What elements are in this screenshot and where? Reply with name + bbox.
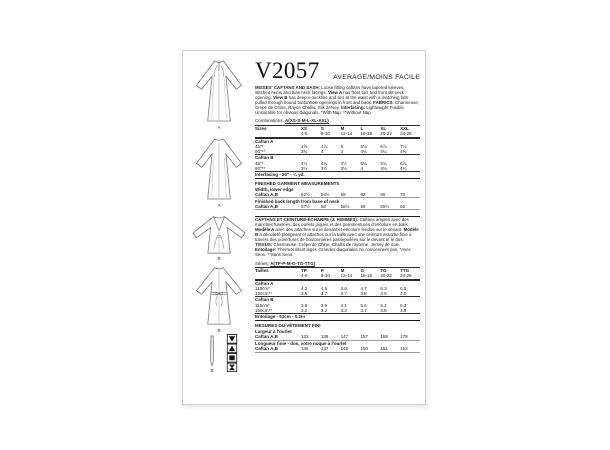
- yardage-value: 3.5: [301, 291, 308, 297]
- text-segment: Modèle B: [255, 227, 419, 238]
- size-column-header: [321, 126, 341, 136]
- size-range: 12-14: [340, 273, 353, 279]
- size-range: 12-14: [340, 131, 353, 137]
- text-segment: MISSES' CAFTANS AND SASH:: [255, 85, 322, 90]
- yardage-value: 4½: [340, 160, 347, 166]
- table-note: Entoilage - 51cm - 0.2m: [255, 313, 420, 319]
- text-segment: avec des attaches sur le devant et encolure fendue sur le devant.: [275, 227, 404, 233]
- text-segment: View B: [273, 94, 289, 100]
- pattern-envelope-back: [182, 50, 426, 405]
- measurement-value: 66: [380, 192, 386, 198]
- measurement-row: [255, 334, 420, 340]
- size-code: XXL: [400, 126, 409, 132]
- combinations-line: [255, 118, 420, 123]
- section-title: Caftan B: [255, 154, 420, 160]
- measurement-row-label: Caftan A,B: [255, 192, 278, 198]
- measurement-value: 59: [360, 204, 366, 210]
- measurement-value: 58: [320, 204, 326, 210]
- fabric-width-label: 45"*: [255, 144, 264, 150]
- sash-drawing: [207, 335, 217, 367]
- measurement-value: 133: [301, 334, 309, 340]
- yardage-value: 3.8: [301, 302, 308, 308]
- section-title: Caftan A: [255, 138, 420, 144]
- fabric-width-label: 150cm**: [255, 307, 273, 313]
- view-label-b-front: B: [217, 256, 221, 261]
- view-label-b-back: B: [217, 328, 221, 333]
- size-code: L: [360, 126, 364, 132]
- size-code: TG: [380, 268, 387, 274]
- text-segment: FABRICS:: [373, 99, 396, 105]
- size-range: 4-6: [301, 273, 308, 279]
- text-segment: Modèle A: [255, 227, 276, 233]
- size-header-label: Tailles: [255, 268, 269, 274]
- caftan-b-front-drawing: [191, 213, 247, 255]
- size-column-header: [400, 126, 420, 136]
- text-segment: has deep v-neckline and ties at the waist with a matching belt pulled through bound buttonhole openings in front and back.: [255, 94, 408, 105]
- yardage-value: 3.7: [340, 291, 347, 297]
- description-fr: [255, 216, 420, 258]
- measurement-value: 52½: [301, 192, 310, 198]
- yardage-value: 6⅛: [360, 160, 367, 166]
- yardage-value: 5⅛: [360, 144, 367, 150]
- size-range: 24-26: [400, 131, 412, 137]
- sash-view-label: B: [210, 368, 214, 373]
- text-segment: Interfacing:: [341, 104, 367, 110]
- size-column-header: [361, 268, 381, 278]
- yardage-value: 5.6: [360, 302, 367, 308]
- size-range: 16-18: [360, 273, 373, 279]
- difficulty-rating: AVERAGE/MOINS FACILE: [333, 74, 420, 81]
- size-column-header: [341, 268, 361, 278]
- yardage-value: 4⅞: [320, 144, 328, 150]
- yardage-value: 4.2: [301, 286, 308, 292]
- text-segment: has front ties and front slit neck opening.: [255, 89, 404, 100]
- size-code: S: [320, 126, 324, 132]
- measurement-value: 150: [360, 346, 369, 352]
- yardage-value: 4: [360, 165, 364, 171]
- size-range: 20-22: [380, 131, 392, 137]
- table-note: Interfacing - 20" - ¼ yd.: [255, 171, 420, 177]
- yardage-value: 4.1: [340, 302, 347, 308]
- pattern-number: V2057: [255, 58, 320, 83]
- yardage-value: 5: [340, 144, 344, 150]
- yardage-value: 4.5: [320, 286, 328, 292]
- measurement-row: [255, 192, 420, 198]
- yardage-value: 3.7: [320, 291, 328, 297]
- size-column-header: [301, 126, 321, 136]
- measurement-label: Finished back length from base of neck: [255, 198, 340, 204]
- yardage-value: 3.2: [340, 307, 347, 313]
- measurement-value: 168: [380, 334, 388, 340]
- yardage-value: 4⅛: [380, 165, 387, 171]
- yardage-value: 4⅜: [400, 149, 407, 155]
- view-label-a-front: A: [217, 125, 221, 130]
- yardage-value: 3¾: [301, 149, 308, 155]
- yardage-value: 3.2: [320, 307, 328, 313]
- size-column-header: [380, 268, 400, 278]
- series-label: Séries:: [255, 260, 270, 266]
- yardage-value: 4.0: [400, 291, 407, 297]
- measurement-value: 62: [360, 192, 366, 198]
- size-code: XL: [380, 126, 387, 132]
- yardage-value: 6⅞: [380, 144, 387, 150]
- yardage-table-fr: [255, 267, 420, 321]
- yardage-value: 6⅞: [400, 160, 407, 166]
- size-header-row: [255, 125, 420, 138]
- text-segment: Lightweight Fusible. Unsuitable for obvious diagonals. *With Nap. **Without Nap.: [255, 104, 406, 115]
- yardage-value: 6.3: [400, 302, 407, 308]
- measurement-row: [255, 204, 420, 210]
- text-segment: TISSUS:: [255, 241, 274, 247]
- yardage-value: 3.9: [400, 307, 407, 313]
- fabric-width-label: 60"**: [255, 149, 266, 155]
- yardage-value: 4¼: [320, 160, 328, 166]
- size-code: TP: [301, 268, 307, 274]
- yardage-row: [255, 166, 420, 171]
- yardage-value: 4¼: [380, 149, 387, 155]
- size-range: 24-26: [400, 273, 412, 279]
- hourglass-icon: [227, 363, 237, 372]
- yardage-value: 4¼: [400, 165, 407, 171]
- yardage-value: 6.2: [380, 302, 387, 308]
- measurement-value: 151: [380, 346, 388, 352]
- size-code: G: [360, 268, 365, 274]
- finished-measurements-en: [255, 181, 420, 212]
- size-header-label: Sizes: [255, 126, 267, 132]
- size-range: 4-6: [301, 131, 308, 137]
- up-triangle-icon: [227, 344, 237, 353]
- view-label-a-back: A: [217, 203, 221, 208]
- yardage-value: 4⅛: [301, 160, 308, 166]
- caftan-a-back-drawing: [193, 135, 245, 201]
- measurement-value: 70: [400, 192, 406, 198]
- size-column-header: [361, 126, 381, 136]
- text-segment: Caftans amples avec des manches fuselées, des ourlets piqués et des parementures d'encolure en biais.: [255, 217, 409, 228]
- yardage-row: [255, 149, 420, 154]
- yardage-value: 6¾: [380, 160, 387, 166]
- size-column-header: [301, 268, 321, 278]
- series-line: [255, 261, 420, 266]
- yardage-value: 6.3: [380, 286, 387, 292]
- fabric-width-label: 150cm**: [255, 291, 273, 297]
- yardage-value: 3½: [320, 165, 328, 171]
- yardage-value: 3.8: [360, 291, 367, 297]
- series-value: A(TP-P-M-G-TG-TTG): [270, 260, 316, 266]
- measurement-label: Width, lower edge: [255, 186, 294, 192]
- size-column-header: [380, 126, 400, 136]
- measurement-value: 146: [301, 346, 309, 352]
- finished-title: MESURES DU VÊTEMENT FINI: [255, 323, 321, 329]
- measurement-value: 178: [400, 334, 408, 340]
- square-icon: [227, 354, 237, 363]
- yardage-table-en: [255, 125, 420, 179]
- yardage-value: 4⅝: [301, 144, 308, 150]
- measurement-value: 58: [340, 192, 346, 198]
- yardage-value: 3.9: [380, 291, 387, 297]
- size-range: 16-18: [360, 131, 373, 137]
- fabric-width-label: 45"*: [255, 160, 264, 166]
- finished-title: FINISHED GARMENT MEASUREMENTS: [255, 181, 340, 187]
- size-code: TTG: [400, 268, 410, 274]
- fabric-width-label: 115cm*: [255, 286, 270, 292]
- size-column-header: [321, 268, 341, 278]
- caftan-a-front-drawing: [193, 57, 245, 123]
- yardage-value: 6.5: [400, 286, 407, 292]
- measurement-value: 153: [400, 346, 408, 352]
- symbol-strip: [225, 334, 239, 372]
- description-en: [255, 86, 420, 115]
- measurement-label: Longueur finie - dos, votre nuque à l'ourlet: [255, 340, 347, 346]
- yardage-value: 4: [320, 149, 324, 155]
- measurement-value: 60: [400, 204, 406, 210]
- header: [255, 59, 420, 83]
- yardage-value: 3.7: [360, 307, 367, 313]
- measurement-value: 54½: [320, 192, 330, 198]
- combinations-value: A(XS-S-M-L-XL-XXL): [285, 118, 329, 124]
- measurement-value: 147: [320, 346, 329, 352]
- fabric-width-label: 60"**: [255, 165, 266, 171]
- measurement-value: 59½: [380, 204, 390, 210]
- size-code: M: [340, 126, 345, 132]
- text-segment: Charmeuse, Crepe de Chine, Rayon Challis, Silk Jersey.: [255, 99, 420, 110]
- size-header-row: [255, 267, 420, 280]
- measurement-value: 157: [360, 334, 369, 340]
- text-segment: Entoilage:: [255, 246, 278, 252]
- finished-measurements-fr: [255, 323, 420, 352]
- text-segment: à décolleté plongeant et attaches sur la taille avec une ceinture assortie finie à travers des ouvertures de boutonnières passepoilées sur le devant et le dos.: [255, 232, 412, 242]
- size-code: XS: [301, 126, 308, 132]
- measurement-row-label: Caftan A,B: [255, 346, 278, 352]
- text-segment: View A: [327, 89, 344, 95]
- section-title: Caftan A: [255, 280, 420, 286]
- size-column-header: [341, 126, 361, 136]
- text-segment: Loose fitting caftans have tapered sleeves, stitched hems and bias neck facings.: [255, 85, 405, 95]
- size-code: M: [340, 268, 345, 274]
- yardage-value: 7⅛: [400, 144, 407, 150]
- size-range: 20-22: [380, 273, 392, 279]
- yardage-value: 3½: [301, 165, 308, 171]
- yardage-value: 4.6: [340, 286, 347, 292]
- text-segment: Charmeuse, Crêpe de Chine, Challis de rayonne, Jersey de soie.: [273, 241, 401, 247]
- yardage-value: 4⅛: [360, 149, 367, 155]
- yardage-value: 3.9: [320, 302, 328, 308]
- size-code: P: [320, 268, 324, 274]
- caftan-b-back-drawing: [193, 264, 245, 326]
- section-title: Caftan B: [255, 296, 420, 302]
- yardage-value: 4.7: [360, 286, 367, 292]
- pattern-info-column: [255, 59, 420, 353]
- measurement-value: 57½: [301, 204, 310, 210]
- measurement-value: 58½: [340, 204, 350, 210]
- down-triangle-icon: [227, 335, 237, 344]
- measurement-label: Largeur à l'ourlet: [255, 328, 292, 334]
- text-segment: Thermocollant léger. Grandes diagonales ne conviennent pas. *Avec Sens. **Sans Sens.: [255, 246, 411, 257]
- size-range: 8-10: [320, 273, 330, 279]
- combinations-label: Combinations:: [255, 118, 284, 124]
- size-range: 8-10: [320, 131, 330, 137]
- yardage-row: [255, 291, 420, 296]
- yardage-value: 4: [340, 149, 344, 155]
- garment-line-drawings: [191, 51, 249, 404]
- measurement-row-label: Caftan A,B: [255, 204, 278, 210]
- measurement-value: 147: [340, 334, 349, 340]
- yardage-row: [255, 308, 420, 313]
- measurement-value: 149: [340, 346, 349, 352]
- fabric-width-label: 115cm*: [255, 302, 270, 308]
- yardage-value: 3.8: [380, 307, 387, 313]
- yardage-value: 3.2: [301, 307, 308, 313]
- measurement-row-label: Caftan A,B: [255, 334, 278, 340]
- size-column-header: [400, 268, 420, 278]
- measurement-row: [255, 346, 420, 352]
- measurement-value: 138: [320, 334, 329, 340]
- text-segment: CAFTANS ET CEINTURE-ÉCHARPE (J. FEMMES):: [255, 217, 360, 223]
- yardage-value: 3½: [340, 165, 347, 171]
